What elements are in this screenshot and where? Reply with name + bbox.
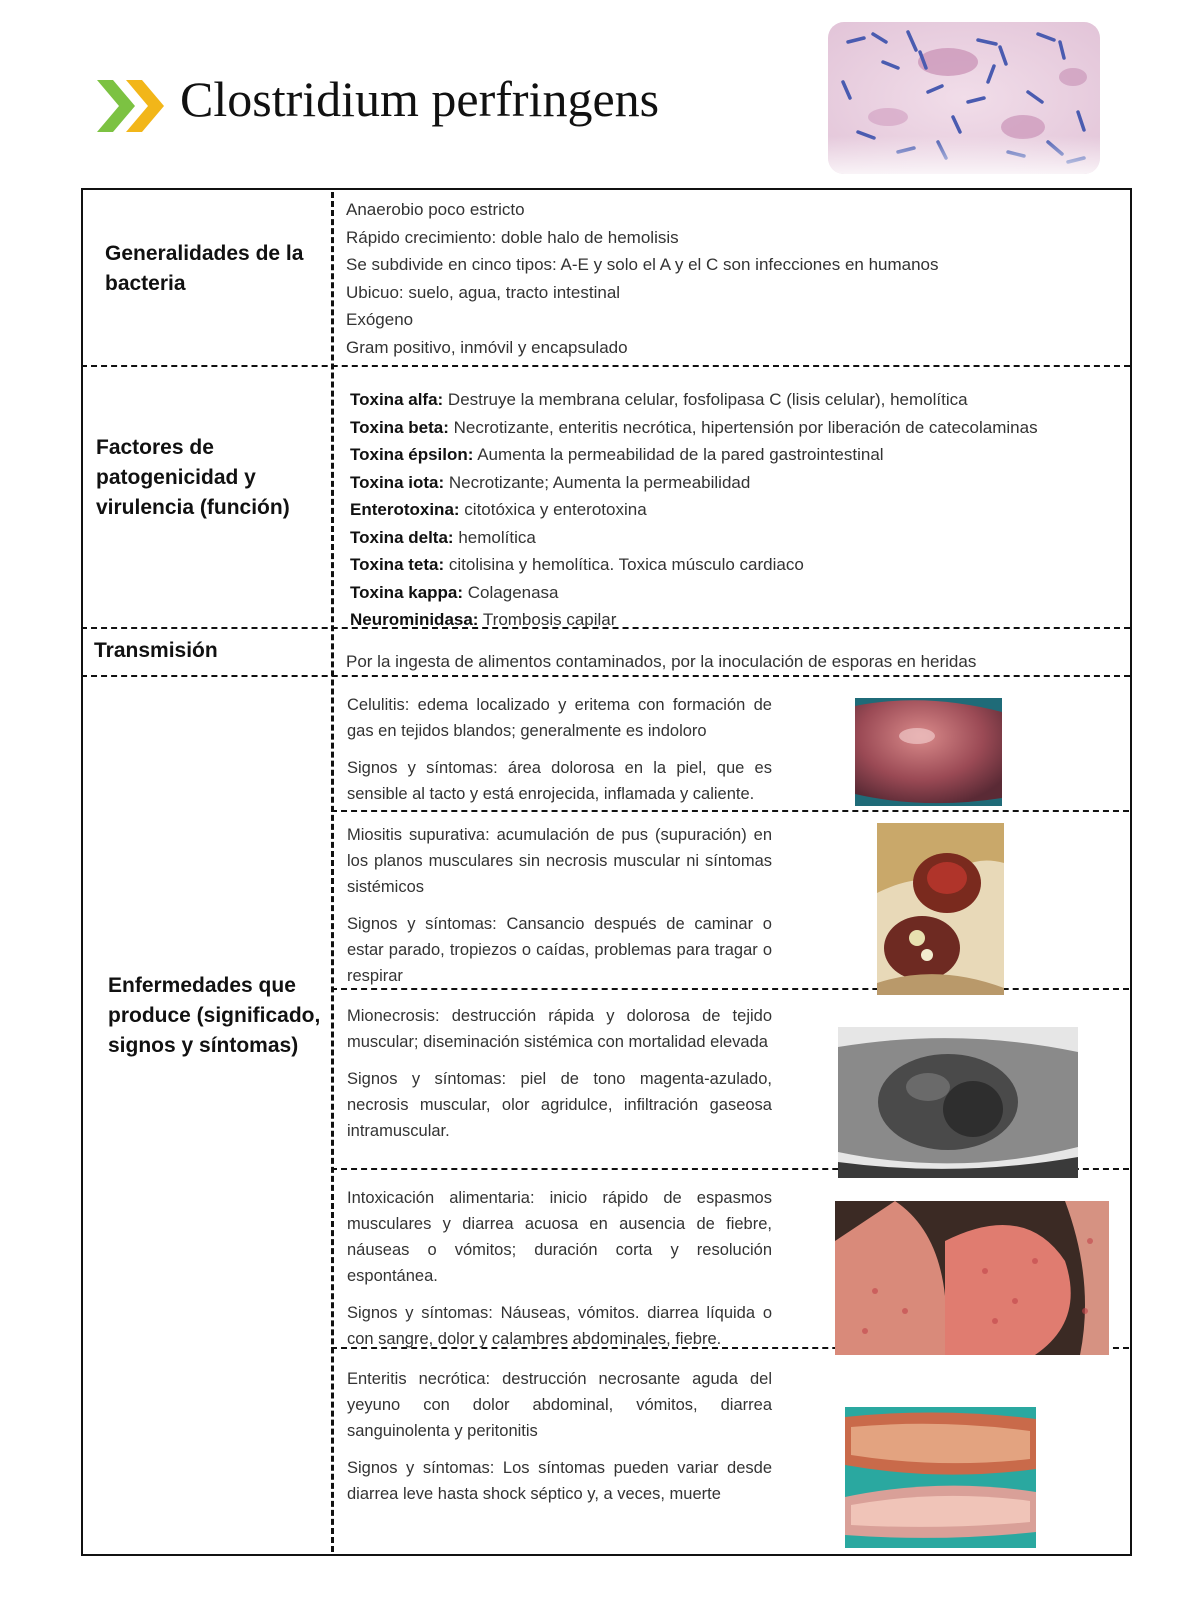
list-item: Se subdivide en cinco tipos: A-E y solo el A y el C son infecciones en humanos bbox=[346, 255, 939, 274]
disease-definition: Enteritis necrótica: destrucción necrosante aguda del yeyuno con dolor abdominal, vómitos, diarrea sanguinolenta y peritonitis bbox=[347, 1370, 772, 1440]
toxin-desc: Necrotizante; Aumenta la permeabilidad bbox=[444, 472, 751, 492]
section-label-enfermedades: Enfermedades que produce (significado, signos y síntomas) bbox=[108, 974, 321, 1057]
disease-signs: Signos y síntomas: piel de tono magenta-azulado, necrosis muscular, olor agridulce, infiltración gaseosa intramuscular. bbox=[347, 1070, 772, 1140]
section-label-factores: Factores de patogenicidad y virulencia (función) bbox=[96, 436, 290, 519]
toxin-desc: Destruye la membrana celular, fosfolipasa C (lisis celular), hemolítica bbox=[443, 390, 968, 409]
list-item: Anaerobio poco estricto bbox=[346, 200, 525, 219]
toxin-name: Toxina delta: bbox=[350, 527, 454, 547]
list-item bbox=[350, 386, 1038, 414]
list-item bbox=[350, 579, 1038, 607]
disease-definition: Miositis supurativa: acumulación de pus (supuración) en los planos musculares sin necrosis muscular ni síntomas sistémicos bbox=[347, 826, 772, 896]
list-item bbox=[350, 414, 1038, 442]
toxin-name: Toxina beta: bbox=[350, 417, 449, 437]
toxin-name: Toxina épsilon: bbox=[350, 445, 474, 464]
transmision-value: Por la ingesta de alimentos contaminados, por la inoculación de esporas en heridas bbox=[346, 652, 977, 671]
toxin-name: Toxina teta: bbox=[350, 555, 445, 574]
disease-intoxicacion bbox=[347, 1185, 772, 1363]
section-label-generalidades: Generalidades de la bacteria bbox=[105, 242, 304, 295]
page-title: Clostridium perfringens bbox=[180, 71, 660, 127]
toxin-name: Toxina kappa: bbox=[350, 582, 464, 602]
celulitis-photo bbox=[855, 698, 1002, 806]
list-item bbox=[350, 469, 1038, 497]
list-item bbox=[350, 496, 1038, 524]
disease-definition: Intoxicación alimentaria: inicio rápido de espasmos musculares y diarrea acuosa en ausencia de fiebre, náuseas o vómitos; duración corta y resolución espontánea. bbox=[347, 1189, 772, 1285]
disease-definition: Celulitis: edema localizado y eritema con formación de gas en tejidos blandos; generalmente es indoloro bbox=[347, 696, 772, 740]
miositis-photo bbox=[877, 823, 1004, 995]
enteritis-photo bbox=[845, 1407, 1036, 1548]
factores-list bbox=[350, 386, 1038, 634]
list-item: Exógeno bbox=[346, 310, 414, 329]
disease-mionecrosis bbox=[347, 1003, 772, 1155]
list-item: Rápido crecimiento: doble halo de hemolisis bbox=[346, 227, 679, 247]
disease-signs: Signos y síntomas: Los síntomas pueden variar desde diarrea leve hasta shock séptico y, a veces, muerte bbox=[347, 1459, 772, 1503]
toxin-name: Enterotoxina: bbox=[350, 500, 460, 519]
generalidades-list bbox=[346, 196, 939, 361]
list-item bbox=[350, 441, 1038, 469]
toxin-desc: Trombosis capilar bbox=[478, 610, 617, 629]
disease-enteritis bbox=[347, 1366, 772, 1518]
chevron-right-icon bbox=[126, 80, 164, 132]
toxin-desc: Necrotizante, enteritis necrótica, hipertensión por liberación de catecolaminas bbox=[448, 417, 1038, 437]
toxin-desc: hemolítica bbox=[453, 527, 536, 547]
toxin-desc: citolisina y hemolítica. Toxica músculo cardiaco bbox=[444, 555, 804, 574]
list-item: Gram positivo, inmóvil y encapsulado bbox=[346, 337, 628, 357]
toxin-name: Neurominidasa: bbox=[350, 610, 479, 629]
list-item: Ubicuo: suelo, agua, tracto intestinal bbox=[346, 282, 621, 302]
toxin-desc: Aumenta la permeabilidad de la pared gastrointestinal bbox=[473, 445, 884, 464]
list-item bbox=[350, 551, 1038, 579]
disease-miositis bbox=[347, 822, 772, 1000]
toxin-name: Toxina alfa: bbox=[350, 390, 444, 409]
mionecrosis-photo bbox=[838, 1027, 1078, 1178]
toxin-name: Toxina iota: bbox=[350, 472, 445, 492]
row-divider bbox=[81, 365, 1130, 367]
list-item bbox=[350, 606, 1038, 634]
disease-signs: Signos y síntomas: Náuseas, vómitos. diarrea líquida o con sangre, dolor y calambres abdominales, fiebre. bbox=[347, 1304, 772, 1348]
section-label-transmision: Transmisión bbox=[94, 639, 218, 662]
disease-signs: Signos y síntomas: área dolorosa en la piel, que es sensible al tacto y está enrojecida, inflamada y caliente. bbox=[347, 759, 772, 803]
toxin-desc: citotóxica y enterotoxina bbox=[459, 500, 647, 519]
disease-definition: Mionecrosis: destrucción rápida y dolorosa de tejido muscular; diseminación sistémica con mortalidad elevada bbox=[347, 1007, 772, 1051]
toxin-desc: Colagenasa bbox=[463, 582, 559, 602]
disease-celulitis bbox=[347, 692, 772, 818]
disease-signs: Signos y síntomas: Cansancio después de caminar o estar parado, tropiezos o caídas, problemas para tragar o respirar bbox=[347, 915, 772, 985]
transmision-text bbox=[346, 648, 976, 676]
gram-stain-micrograph bbox=[828, 22, 1100, 174]
list-item bbox=[350, 524, 1038, 552]
intoxicacion-photo bbox=[835, 1201, 1109, 1355]
